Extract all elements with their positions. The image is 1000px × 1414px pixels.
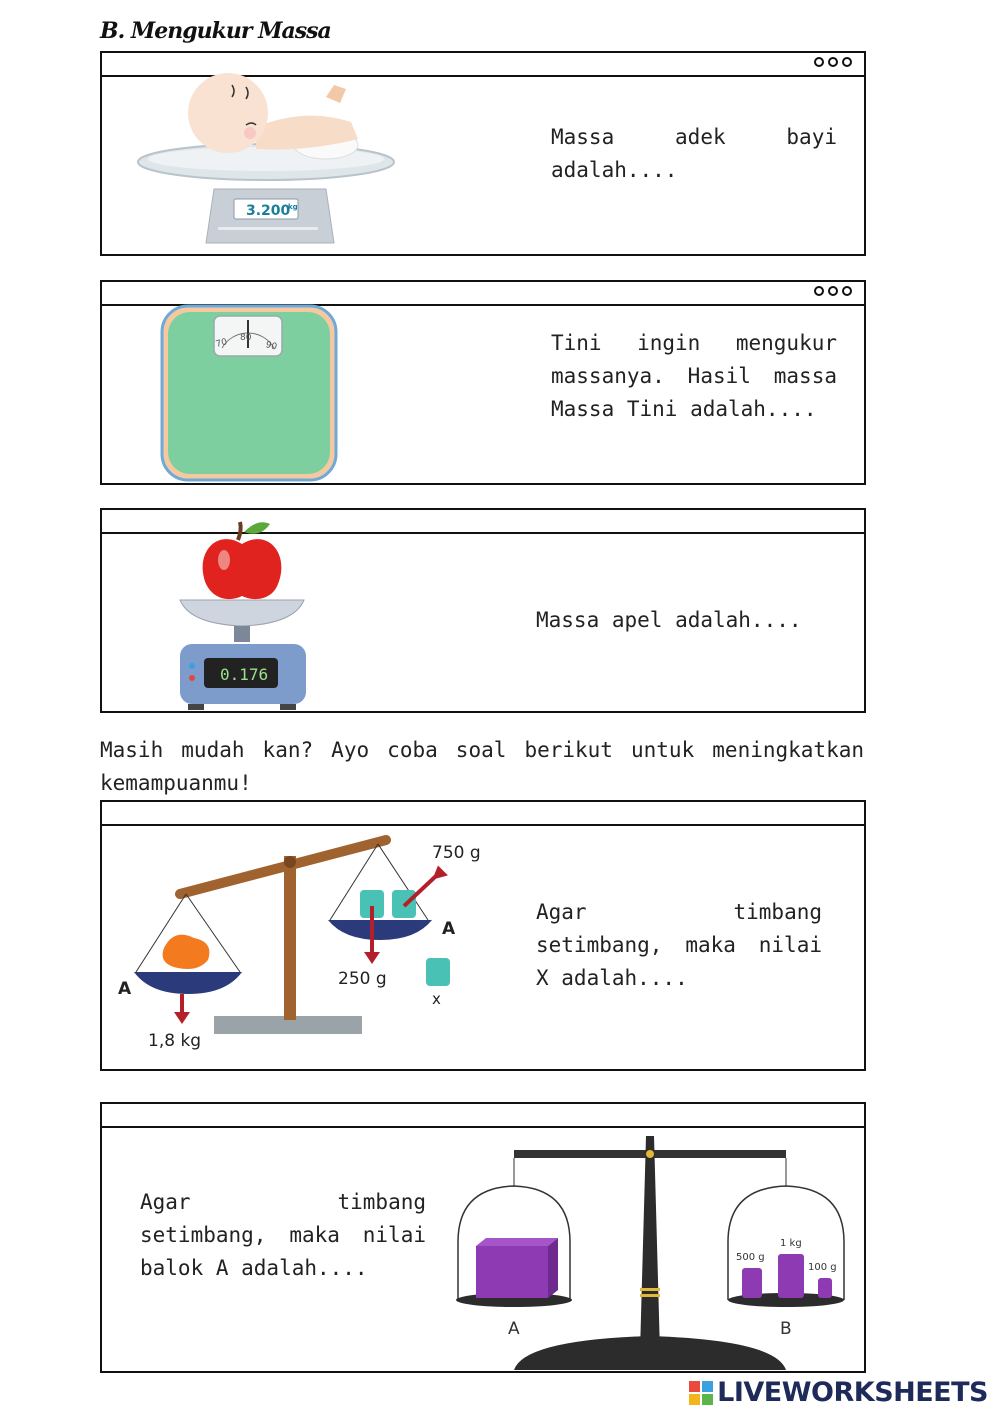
bathroom-scale-illustration <box>160 304 340 482</box>
card-beam-balance <box>100 800 866 1071</box>
beam-balance-illustration <box>116 832 496 1062</box>
baby-scale-illustration <box>136 67 400 247</box>
dial-label: 80 <box>240 333 252 343</box>
label-down: 250 g <box>338 969 387 989</box>
question-text: Tini ingin mengukur massanya. Hasil massa Massa Tini adalah.... <box>551 331 837 421</box>
question-text: Agar timbang setimbang, maka nilai balok A adalah.... <box>140 1190 426 1280</box>
card-title-bar <box>102 282 864 306</box>
question-text: Massa adek bayi adalah.... <box>551 125 837 182</box>
bridge-text: Masih mudah kan? Ayo coba soal berikut untuk meningkatkan kemampuanmu! <box>100 738 864 795</box>
card-bathroom-scale <box>100 280 866 485</box>
dot-icon <box>814 286 824 296</box>
weight-label: 100 g <box>808 1262 837 1273</box>
dot-icon <box>828 57 838 67</box>
window-dots <box>814 286 852 296</box>
label-left-a: A <box>118 979 132 999</box>
label-b: B <box>780 1319 792 1339</box>
logo-icon <box>689 1381 713 1405</box>
card-title-bar <box>102 802 864 826</box>
dot-icon <box>842 286 852 296</box>
baby-scale-unit: kg <box>288 203 298 211</box>
label-a: A <box>508 1319 520 1339</box>
weight-label: 500 g <box>736 1252 765 1263</box>
apple-scale-display: 0.176 <box>220 665 269 684</box>
question-text: Agar timbang setimbang, maka nilai X adalah.... <box>536 900 822 990</box>
question-text: Massa apel adalah.... <box>536 608 802 632</box>
jar-balance-illustration <box>454 1132 846 1372</box>
card-baby-scale <box>100 51 866 256</box>
label-x: x <box>432 990 441 1008</box>
dot-icon <box>828 286 838 296</box>
card-jar-balance <box>100 1102 866 1373</box>
label-up: 750 g <box>432 843 481 863</box>
dial-label: 90 <box>264 340 278 353</box>
dot-icon <box>842 57 852 67</box>
dial-label: 70 <box>214 337 229 350</box>
window-dots <box>814 57 852 67</box>
baby-scale-display: 3.200 <box>246 203 291 219</box>
section-title: B. Mengukur Massa <box>100 18 331 44</box>
dot-icon <box>814 57 824 67</box>
label-left-mass: 1,8 kg <box>148 1031 202 1051</box>
liveworksheets-logo <box>689 1377 988 1408</box>
card-title-bar <box>102 1104 864 1128</box>
label-right-a: A <box>442 919 456 939</box>
apple-scale-illustration <box>176 514 312 712</box>
card-apple-scale <box>100 508 866 713</box>
weight-label: 1 kg <box>780 1238 802 1249</box>
logo-text: LIVEWORKSHEETS <box>717 1377 988 1408</box>
